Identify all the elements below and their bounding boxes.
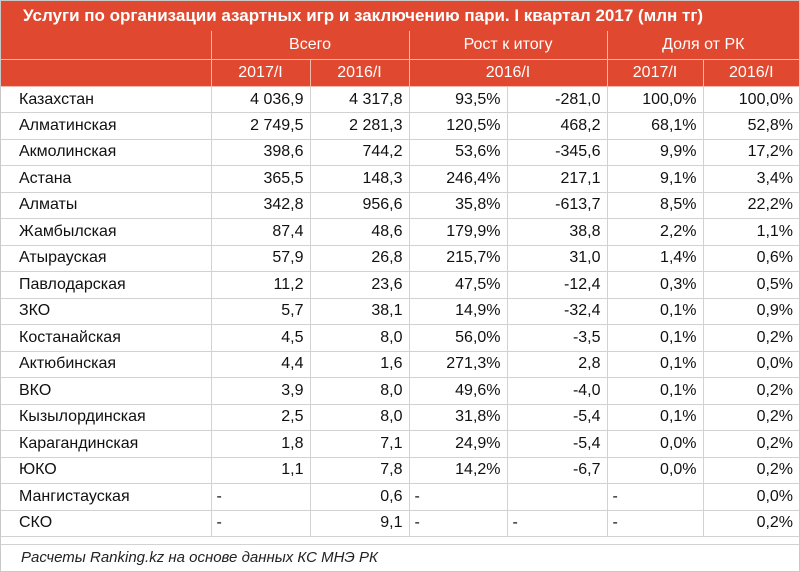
cell-region: Мангистауская [1, 484, 211, 511]
header-region-blank-2 [1, 59, 211, 86]
cell-total-2017: 398,6 [211, 139, 310, 166]
cell-growth-pct: 49,6% [409, 378, 507, 405]
cell-total-2017: 2 749,5 [211, 113, 310, 140]
cell-total-2017: 1,1 [211, 457, 310, 484]
table-row [1, 139, 799, 166]
cell-region: ЗКО [1, 298, 211, 325]
cell-share-2017: 100,0% [607, 86, 703, 113]
cell-growth-abs: 2,8 [507, 351, 607, 378]
cell-share-2016: 0,5% [703, 272, 799, 299]
cell-share-2017: 9,1% [607, 166, 703, 193]
cell-growth-pct: 215,7% [409, 245, 507, 272]
source-note: Расчеты Ranking.kz на основе данных КС МНЭ РК [1, 544, 799, 571]
cell-growth-abs: -5,4 [507, 404, 607, 431]
table-title: Услуги по организации азартных игр и заключению пари. I квартал 2017 (млн тг) [1, 1, 799, 31]
cell-total-2017: 365,5 [211, 166, 310, 193]
gambling-services-table [1, 31, 799, 537]
cell-total-2016: 23,6 [310, 272, 409, 299]
cell-share-2016: 0,2% [703, 378, 799, 405]
cell-growth-abs: -345,6 [507, 139, 607, 166]
cell-share-2016: 3,4% [703, 166, 799, 193]
cell-growth-abs: -12,4 [507, 272, 607, 299]
cell-growth-pct: 246,4% [409, 166, 507, 193]
cell-share-2017: 1,4% [607, 245, 703, 272]
cell-growth-pct: 14,2% [409, 457, 507, 484]
cell-growth-abs: 468,2 [507, 113, 607, 140]
cell-total-2016: 8,0 [310, 378, 409, 405]
cell-share-2016: 0,2% [703, 404, 799, 431]
cell-share-2016: 52,8% [703, 113, 799, 140]
cell-total-2017: 4,5 [211, 325, 310, 352]
header-group-growth: Рост к итогу [409, 31, 607, 59]
cell-share-2016: 17,2% [703, 139, 799, 166]
cell-total-2016: 9,1 [310, 510, 409, 537]
header-growth-2016: 2016/I [409, 59, 607, 86]
cell-total-2016: 2 281,3 [310, 113, 409, 140]
cell-share-2017: 0,1% [607, 378, 703, 405]
header-row-years [1, 59, 799, 86]
cell-growth-pct: 56,0% [409, 325, 507, 352]
cell-growth-abs: -32,4 [507, 298, 607, 325]
table-row [1, 219, 799, 246]
cell-share-2017: 0,1% [607, 351, 703, 378]
cell-growth-pct: 35,8% [409, 192, 507, 219]
cell-growth-pct: 271,3% [409, 351, 507, 378]
cell-share-2017: 0,1% [607, 298, 703, 325]
cell-share-2017: 0,3% [607, 272, 703, 299]
cell-total-2016: 7,1 [310, 431, 409, 458]
table-row [1, 484, 799, 511]
cell-growth-pct: - [409, 484, 507, 511]
header-total-2016: 2016/I [310, 59, 409, 86]
cell-share-2017: 0,0% [607, 457, 703, 484]
cell-total-2016: 956,6 [310, 192, 409, 219]
cell-growth-pct: 14,9% [409, 298, 507, 325]
cell-share-2017: 2,2% [607, 219, 703, 246]
cell-region: Казахстан [1, 86, 211, 113]
cell-region: Жамбылская [1, 219, 211, 246]
cell-growth-pct: 31,8% [409, 404, 507, 431]
cell-total-2016: 744,2 [310, 139, 409, 166]
cell-growth-abs: -3,5 [507, 325, 607, 352]
cell-growth-abs: 31,0 [507, 245, 607, 272]
cell-growth-pct: 179,9% [409, 219, 507, 246]
table-row [1, 86, 799, 113]
cell-region: Алматы [1, 192, 211, 219]
cell-region: Актюбинская [1, 351, 211, 378]
header-total-2017: 2017/I [211, 59, 310, 86]
cell-region: Атырауская [1, 245, 211, 272]
header-share-2017: 2017/I [607, 59, 703, 86]
cell-growth-pct: 53,6% [409, 139, 507, 166]
header-group-total: Всего [211, 31, 409, 59]
cell-region: Алматинская [1, 113, 211, 140]
cell-growth-abs: - [507, 510, 607, 537]
cell-growth-abs: -6,7 [507, 457, 607, 484]
cell-growth-abs: -281,0 [507, 86, 607, 113]
cell-growth-abs: -613,7 [507, 192, 607, 219]
cell-total-2016: 48,6 [310, 219, 409, 246]
cell-share-2016: 1,1% [703, 219, 799, 246]
table-row [1, 510, 799, 537]
cell-region: Павлодарская [1, 272, 211, 299]
table-row [1, 166, 799, 193]
cell-total-2017: 87,4 [211, 219, 310, 246]
cell-share-2017: 0,0% [607, 431, 703, 458]
cell-total-2017: 57,9 [211, 245, 310, 272]
cell-total-2017: 4 036,9 [211, 86, 310, 113]
cell-total-2016: 38,1 [310, 298, 409, 325]
table-body [1, 86, 799, 537]
table-row [1, 404, 799, 431]
table-row [1, 431, 799, 458]
table-row [1, 192, 799, 219]
cell-total-2017: 342,8 [211, 192, 310, 219]
cell-total-2016: 148,3 [310, 166, 409, 193]
cell-region: Костанайская [1, 325, 211, 352]
cell-region: Кызылординская [1, 404, 211, 431]
table-row [1, 325, 799, 352]
cell-share-2017: 0,1% [607, 404, 703, 431]
table-row [1, 378, 799, 405]
table-row [1, 272, 799, 299]
cell-share-2016: 22,2% [703, 192, 799, 219]
table-row [1, 298, 799, 325]
cell-total-2017: - [211, 510, 310, 537]
cell-share-2017: 8,5% [607, 192, 703, 219]
cell-share-2016: 0,2% [703, 431, 799, 458]
cell-share-2016: 100,0% [703, 86, 799, 113]
table-row [1, 245, 799, 272]
cell-share-2016: 0,2% [703, 510, 799, 537]
cell-region: Астана [1, 166, 211, 193]
cell-total-2016: 4 317,8 [310, 86, 409, 113]
header-region-blank [1, 31, 211, 59]
cell-total-2017: 4,4 [211, 351, 310, 378]
cell-total-2016: 7,8 [310, 457, 409, 484]
cell-growth-pct: 93,5% [409, 86, 507, 113]
cell-share-2016: 0,0% [703, 484, 799, 511]
cell-growth-pct: 47,5% [409, 272, 507, 299]
cell-region: ВКО [1, 378, 211, 405]
table-row [1, 113, 799, 140]
cell-total-2016: 1,6 [310, 351, 409, 378]
cell-total-2017: 2,5 [211, 404, 310, 431]
cell-growth-pct: 24,9% [409, 431, 507, 458]
cell-growth-pct: 120,5% [409, 113, 507, 140]
cell-total-2017: 3,9 [211, 378, 310, 405]
cell-total-2017: 5,7 [211, 298, 310, 325]
cell-growth-abs: 38,8 [507, 219, 607, 246]
header-group-share: Доля от РК [607, 31, 799, 59]
cell-region: ЮКО [1, 457, 211, 484]
cell-growth-abs [507, 484, 607, 511]
cell-share-2016: 0,2% [703, 325, 799, 352]
cell-share-2017: 68,1% [607, 113, 703, 140]
cell-share-2017: 9,9% [607, 139, 703, 166]
cell-total-2017: 1,8 [211, 431, 310, 458]
cell-share-2017: - [607, 510, 703, 537]
cell-total-2016: 8,0 [310, 325, 409, 352]
header-row-groups [1, 31, 799, 59]
cell-share-2017: 0,1% [607, 325, 703, 352]
cell-growth-abs: 217,1 [507, 166, 607, 193]
table-row [1, 457, 799, 484]
cell-total-2017: - [211, 484, 310, 511]
cell-share-2016: 0,6% [703, 245, 799, 272]
header-share-2016: 2016/I [703, 59, 799, 86]
cell-growth-pct: - [409, 510, 507, 537]
cell-growth-abs: -5,4 [507, 431, 607, 458]
cell-total-2017: 11,2 [211, 272, 310, 299]
table-row [1, 351, 799, 378]
cell-share-2016: 0,0% [703, 351, 799, 378]
cell-region: Карагандинская [1, 431, 211, 458]
cell-growth-abs: -4,0 [507, 378, 607, 405]
cell-total-2016: 8,0 [310, 404, 409, 431]
cell-total-2016: 0,6 [310, 484, 409, 511]
cell-region: СКО [1, 510, 211, 537]
cell-share-2017: - [607, 484, 703, 511]
cell-total-2016: 26,8 [310, 245, 409, 272]
cell-share-2016: 0,9% [703, 298, 799, 325]
cell-share-2016: 0,2% [703, 457, 799, 484]
cell-region: Акмолинская [1, 139, 211, 166]
